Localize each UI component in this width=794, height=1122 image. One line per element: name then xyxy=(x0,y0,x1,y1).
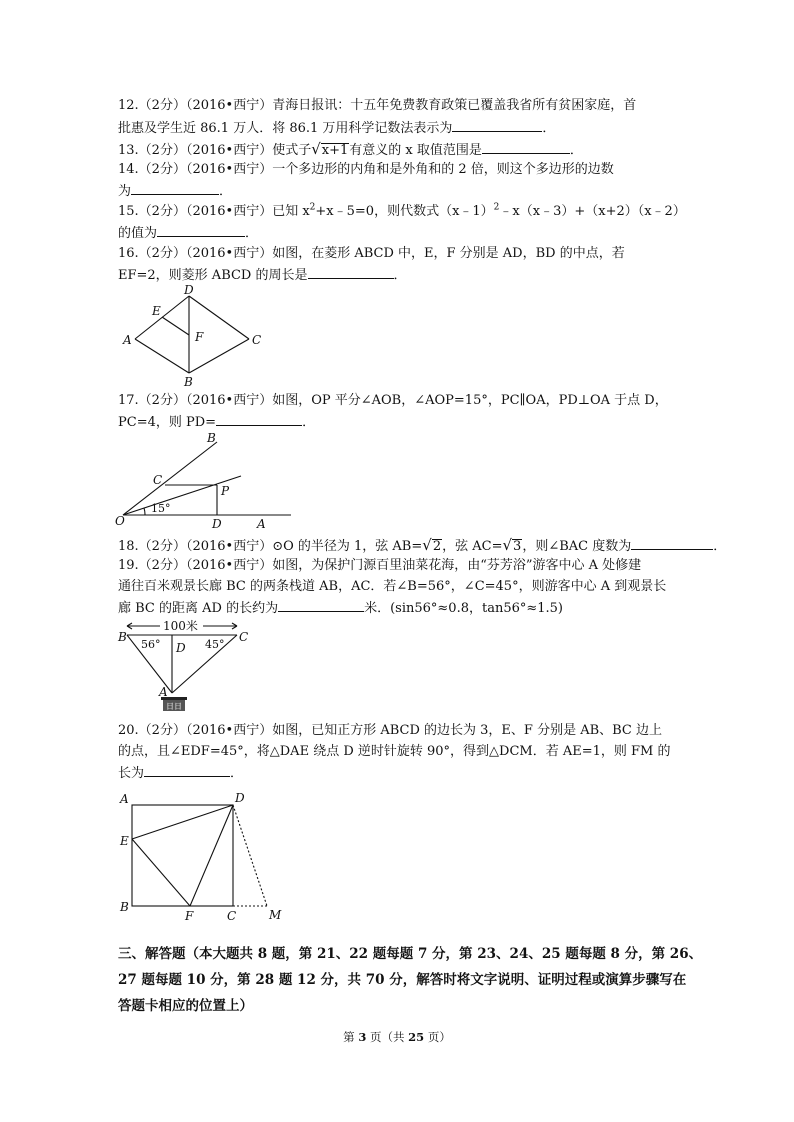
q19-answer-blank xyxy=(278,599,364,612)
radical-sign-icon: √ xyxy=(422,536,432,554)
q14-answer-blank xyxy=(131,182,219,195)
q20-answer-blank xyxy=(144,764,230,777)
q15-t1: 已知 x xyxy=(272,204,310,219)
q17-answer-blank xyxy=(216,413,302,426)
q16-text1: 如图，在菱形 ABCD 中，E，F 分别是 AD，BD 的中点，若 xyxy=(272,246,625,261)
rhombus-side-cb xyxy=(189,339,249,373)
corridor-figure xyxy=(115,616,250,720)
label-a: A xyxy=(120,792,129,806)
q15-t2: +x﹣5=0，则代数式（x﹣1） xyxy=(315,204,494,219)
q20-line2 xyxy=(118,743,671,761)
radical-sign-icon: √ xyxy=(311,140,321,158)
label-a: A xyxy=(159,685,168,699)
angle-c-label: 45° xyxy=(205,638,225,651)
footer-mid: 页（共 xyxy=(366,1030,409,1044)
q19-text1: 如图，为保护门源百里油菜花海，由“芬芳浴”游客中心 A 处修建 xyxy=(272,558,642,573)
q18-t1: ⊙O 的半径为 1，弦 AB= xyxy=(272,539,423,554)
label-b: B xyxy=(120,900,129,914)
rhombus-figure xyxy=(115,283,275,389)
angle-b-label: 56° xyxy=(141,638,161,651)
q16-answer-blank xyxy=(308,266,394,279)
q15-end: ． xyxy=(245,226,259,241)
segment-dm-dotted xyxy=(233,805,267,906)
q20-prefix: 20.（2分）（2016•西宁） xyxy=(118,723,273,738)
q12-answer-blank xyxy=(452,119,542,132)
q12-end: ． xyxy=(542,121,556,136)
q18-answer-blank xyxy=(631,537,713,550)
label-d: D xyxy=(184,283,194,297)
q18-t3: ，则∠BAC 度数为 xyxy=(522,539,632,554)
rhombus-side-ba xyxy=(135,339,189,373)
segment-ef xyxy=(162,317,189,335)
label-a: A xyxy=(257,517,266,531)
q19-line1 xyxy=(118,557,641,575)
q16-text2: EF=2，则菱形 ABCD 的周长是 xyxy=(118,268,308,283)
q19-line2 xyxy=(118,578,666,596)
q19-text3a: 廊 BC 的距离 AD 的长约为 xyxy=(118,601,279,616)
q13-end: ． xyxy=(569,143,583,158)
q14-prefix: 14.（2分）（2016•西宁） xyxy=(118,162,273,177)
label-d: D xyxy=(176,641,186,655)
q18-t2: ，弦 AC= xyxy=(442,539,503,554)
q18-prefix: 18.（2分）（2016•西宁） xyxy=(118,539,273,554)
label-b: B xyxy=(118,630,127,644)
section-heading-line2: 27 题每题 10 分，第 28 题 12 分，共 70 分，解答时将文字说明、证明过程或演算步骤写在 xyxy=(118,972,687,988)
q20-text1: 如图，已知正方形 ABCD 的边长为 3，E、F 分别是 AB、BC 边上 xyxy=(272,723,663,738)
label-o: O xyxy=(115,514,125,528)
segment-ef xyxy=(132,839,190,906)
q17-line1 xyxy=(118,392,668,410)
square-figure xyxy=(115,788,295,922)
q15-text2: 的值为 xyxy=(118,226,158,241)
q14-text2: 为 xyxy=(118,184,132,199)
label-d: D xyxy=(235,791,245,805)
label-e: E xyxy=(120,834,129,848)
angle-bisector-figure xyxy=(115,428,295,532)
q17-prefix: 17.（2分）（2016•西宁） xyxy=(118,393,273,408)
angle-15-label: 15° xyxy=(151,502,171,515)
q17-end: ． xyxy=(302,415,316,430)
segment-df xyxy=(190,805,233,906)
q12-text1: 青海日报讯：十五年免费教育政策已覆盖我省所有贫困家庭，首 xyxy=(272,98,637,113)
q18-line xyxy=(118,536,726,556)
angle-arc xyxy=(144,508,145,515)
label-c: C xyxy=(227,909,237,923)
q16-line1 xyxy=(118,245,625,263)
q15-line2 xyxy=(118,224,258,243)
label-f: F xyxy=(195,330,204,344)
section-heading-line1: 三、解答题（本大题共 8 题，第 21、22 题每题 7 分，第 23、24、25 题每题 8 分，第 26、 xyxy=(118,946,703,962)
q13-prefix: 13.（2分）（2016•西宁） xyxy=(118,143,273,158)
q15-line1 xyxy=(118,203,686,221)
label-d: D xyxy=(212,517,222,531)
page-footer xyxy=(0,1029,794,1045)
q20-text3: 长为 xyxy=(118,766,145,781)
q19-prefix: 19.（2分）（2016•西宁） xyxy=(118,558,273,573)
q17-text2: PC=4，则 PD= xyxy=(118,415,217,430)
q20-line3 xyxy=(118,764,243,783)
q18-radicand-1: 2 xyxy=(432,539,442,554)
footer-pre: 第 xyxy=(343,1030,359,1044)
label-c: C xyxy=(252,333,262,347)
q13-radicand: x+1 xyxy=(321,143,349,158)
q14-line1 xyxy=(118,161,614,179)
label-c: C xyxy=(239,630,249,644)
q14-line2 xyxy=(118,182,232,201)
q15-exp1: 2 xyxy=(309,202,316,213)
label-p: P xyxy=(221,484,230,498)
label-b: B xyxy=(184,375,193,389)
q12-line2 xyxy=(118,119,555,138)
label-c: C xyxy=(153,473,163,487)
segment-de xyxy=(132,805,233,839)
q15-answer-blank xyxy=(157,224,245,237)
q14-text1: 一个多边形的内角和是外角和的 2 倍，则这个多边形的边数 xyxy=(272,162,614,177)
q19-text2: 通往百米观景长廊 BC 的两条栈道 AB，AC．若∠B=56°，∠C=45°，则游客中心 A 到观景长 xyxy=(118,579,667,594)
q12-line1 xyxy=(118,97,636,115)
distance-label: 100米 xyxy=(163,619,198,633)
q15-prefix: 15.（2分）（2016•西宁） xyxy=(118,204,273,219)
q15-exp2: 2 xyxy=(493,202,500,213)
q13-pre: 使式子 xyxy=(272,143,312,158)
footer-total-pages: 25 xyxy=(408,1030,425,1044)
visitor-center-sign: 日日 xyxy=(166,702,182,711)
radical-sign-icon: √ xyxy=(502,536,513,554)
q13-line xyxy=(118,140,583,160)
section-heading-line3: 答题卡相应的位置上） xyxy=(118,998,253,1014)
q20-line1 xyxy=(118,722,662,740)
q16-end: ． xyxy=(393,268,407,283)
label-a: A xyxy=(123,333,132,347)
label-b: B xyxy=(207,431,216,445)
q19-text3b: 米．(sin56°≈0.8，tan56°≈1.5) xyxy=(364,601,564,616)
q20-text2: 的点，且∠EDF=45°，将△DAE 绕点 D 逆时针旋转 90°，得到△DCM．若 AE=1，则 FM 的 xyxy=(118,744,671,759)
q13-answer-blank xyxy=(482,141,570,154)
q17-text1: 如图，OP 平分∠AOB，∠AOP=15°，PC∥OA，PD⊥OA 于点 D， xyxy=(272,393,668,408)
q12-prefix: 12.（2分）（2016•西宁） xyxy=(118,98,273,113)
q12-text2: 批惠及学生近 86.1 万人．将 86.1 万用科学记数法表示为 xyxy=(118,121,453,136)
square-abcd xyxy=(132,805,233,906)
label-f: F xyxy=(185,909,194,923)
footer-post: 页） xyxy=(424,1030,451,1044)
q18-radicand-2: 3 xyxy=(513,539,522,554)
q18-end: ． xyxy=(713,539,727,554)
q14-end: ． xyxy=(219,184,233,199)
q16-prefix: 16.（2分）（2016•西宁） xyxy=(118,246,273,261)
footer-page-number: 3 xyxy=(358,1030,367,1044)
q15-t3: ﹣x（x﹣3）+（x+2）（x﹣2） xyxy=(499,204,686,219)
q20-end: ． xyxy=(230,766,244,781)
label-m: M xyxy=(269,908,282,922)
label-e: E xyxy=(152,304,161,318)
q13-post: 有意义的 x 取值范围是 xyxy=(349,143,482,158)
